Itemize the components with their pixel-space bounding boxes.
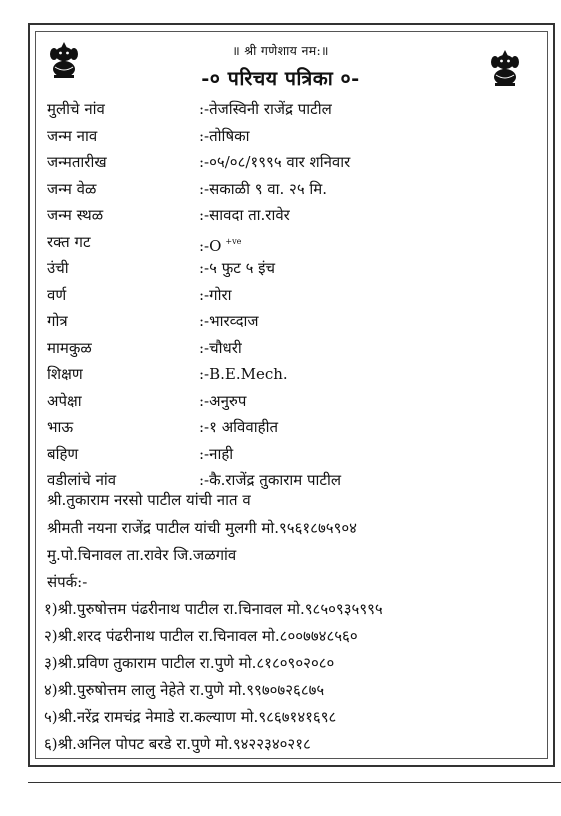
contact-item: ५)श्री.नरेंद्र रामचंद्र नेमाडे रा.कल्याण मो.९८६७१४१६९८ (44, 708, 337, 726)
field-label: जन्म स्थळ (47, 206, 104, 224)
field-row-expectation (47, 388, 542, 415)
field-row-height (47, 255, 542, 282)
field-label: शिक्षण (47, 365, 83, 383)
field-row-birth-time (47, 176, 542, 203)
field-label: रक्त गट (47, 232, 91, 251)
field-value: :-नाही (199, 444, 234, 463)
field-value: :-सावदा ता.रावेर (199, 206, 290, 224)
field-value: :-O (199, 236, 222, 255)
field-value: :-तेजस्विनी राजेंद्र पाटील (199, 100, 332, 118)
field-row-brother (47, 414, 542, 441)
field-value: :-सकाळी ९ वा. २५ मि. (199, 179, 328, 198)
contact-item: ३)श्री.प्रविण तुकाराम पाटील रा.पुणे मो.८१८०९०२०८० (44, 654, 335, 672)
field-value: :-गोरा (199, 285, 232, 304)
field-row-birth-name (47, 123, 542, 150)
biodata-fields (47, 96, 542, 494)
bottom-rule (28, 782, 561, 783)
field-row-girl-name (47, 96, 542, 123)
invocation-text: ॥ श्री गणेशाय नम:॥ (232, 43, 329, 58)
field-label: भाऊ (47, 418, 74, 436)
contact-item: ६)श्री.अनिल पोपट बरडे रा.पुणे मो.९४२२३४०२१८ (44, 735, 311, 753)
field-label: गोत्र (47, 312, 68, 330)
field-value: :-१ अविवाहीत (199, 418, 279, 436)
field-label: वडीलांचे नांव (47, 471, 117, 489)
field-value: :-भारव्दाज (199, 312, 259, 330)
blood-group-superscript: +ve (225, 236, 242, 246)
contact-heading: संपर्क:- (47, 573, 88, 591)
field-row-blood-group (47, 229, 542, 256)
address-line: मु.पो.चिनावल ता.रावेर जि.जळगांव (47, 546, 237, 564)
field-label: उंची (47, 259, 69, 277)
field-row-birth-date (47, 149, 542, 176)
field-label: जन्म नाव (47, 126, 98, 145)
field-value: :-चौधरी (199, 338, 242, 357)
contact-item: ४)श्री.पुरुषोत्तम लालु नेहेते रा.पुणे मो.९९७०७२६८७५ (44, 681, 325, 699)
field-value: :-तोषिका (199, 126, 250, 145)
field-row-complexion (47, 282, 542, 309)
parents-line-1: श्री.तुकाराम नरसो पाटील यांची नात व (47, 491, 251, 509)
field-label: जन्म वेळ (47, 179, 97, 198)
field-value: :-अनुरुप (199, 391, 247, 410)
field-label: मुलीचे नांव (47, 100, 105, 118)
field-row-gotra (47, 308, 542, 335)
contact-item: २)श्री.शरद पंढरीनाथ पाटील रा.चिनावल मो.८००७७४८५६० (44, 627, 358, 645)
field-value: :-५ फुट ५ इंच (199, 259, 276, 277)
field-value: :-B.E.Mech. (199, 365, 288, 383)
field-row-education (47, 361, 542, 388)
field-label: अपेक्षा (47, 391, 82, 410)
field-label: जन्मतारीख (47, 153, 107, 171)
field-row-birth-place (47, 202, 542, 229)
field-value: :-०५/०८/१९९५ वार शनिवार (199, 153, 351, 171)
field-label: मामकुळ (47, 338, 92, 357)
field-label: वर्ण (47, 285, 67, 304)
field-label: बहिण (47, 444, 79, 463)
parents-line-2: श्रीमती नयना राजेंद्र पाटील यांची मुलगी मो.९५६१८७५९०४ (47, 519, 357, 537)
field-row-maternal-family (47, 335, 542, 362)
contact-item: १)श्री.पुरुषोत्तम पंढरीनाथ पाटील रा.चिनावल मो.९८५०९३५९९५ (44, 600, 383, 618)
field-row-sister (47, 441, 542, 468)
document-title: -० परिचय पत्रिका ०- (201, 67, 360, 90)
field-value: :-कै.राजेंद्र तुकाराम पाटील (199, 471, 342, 489)
